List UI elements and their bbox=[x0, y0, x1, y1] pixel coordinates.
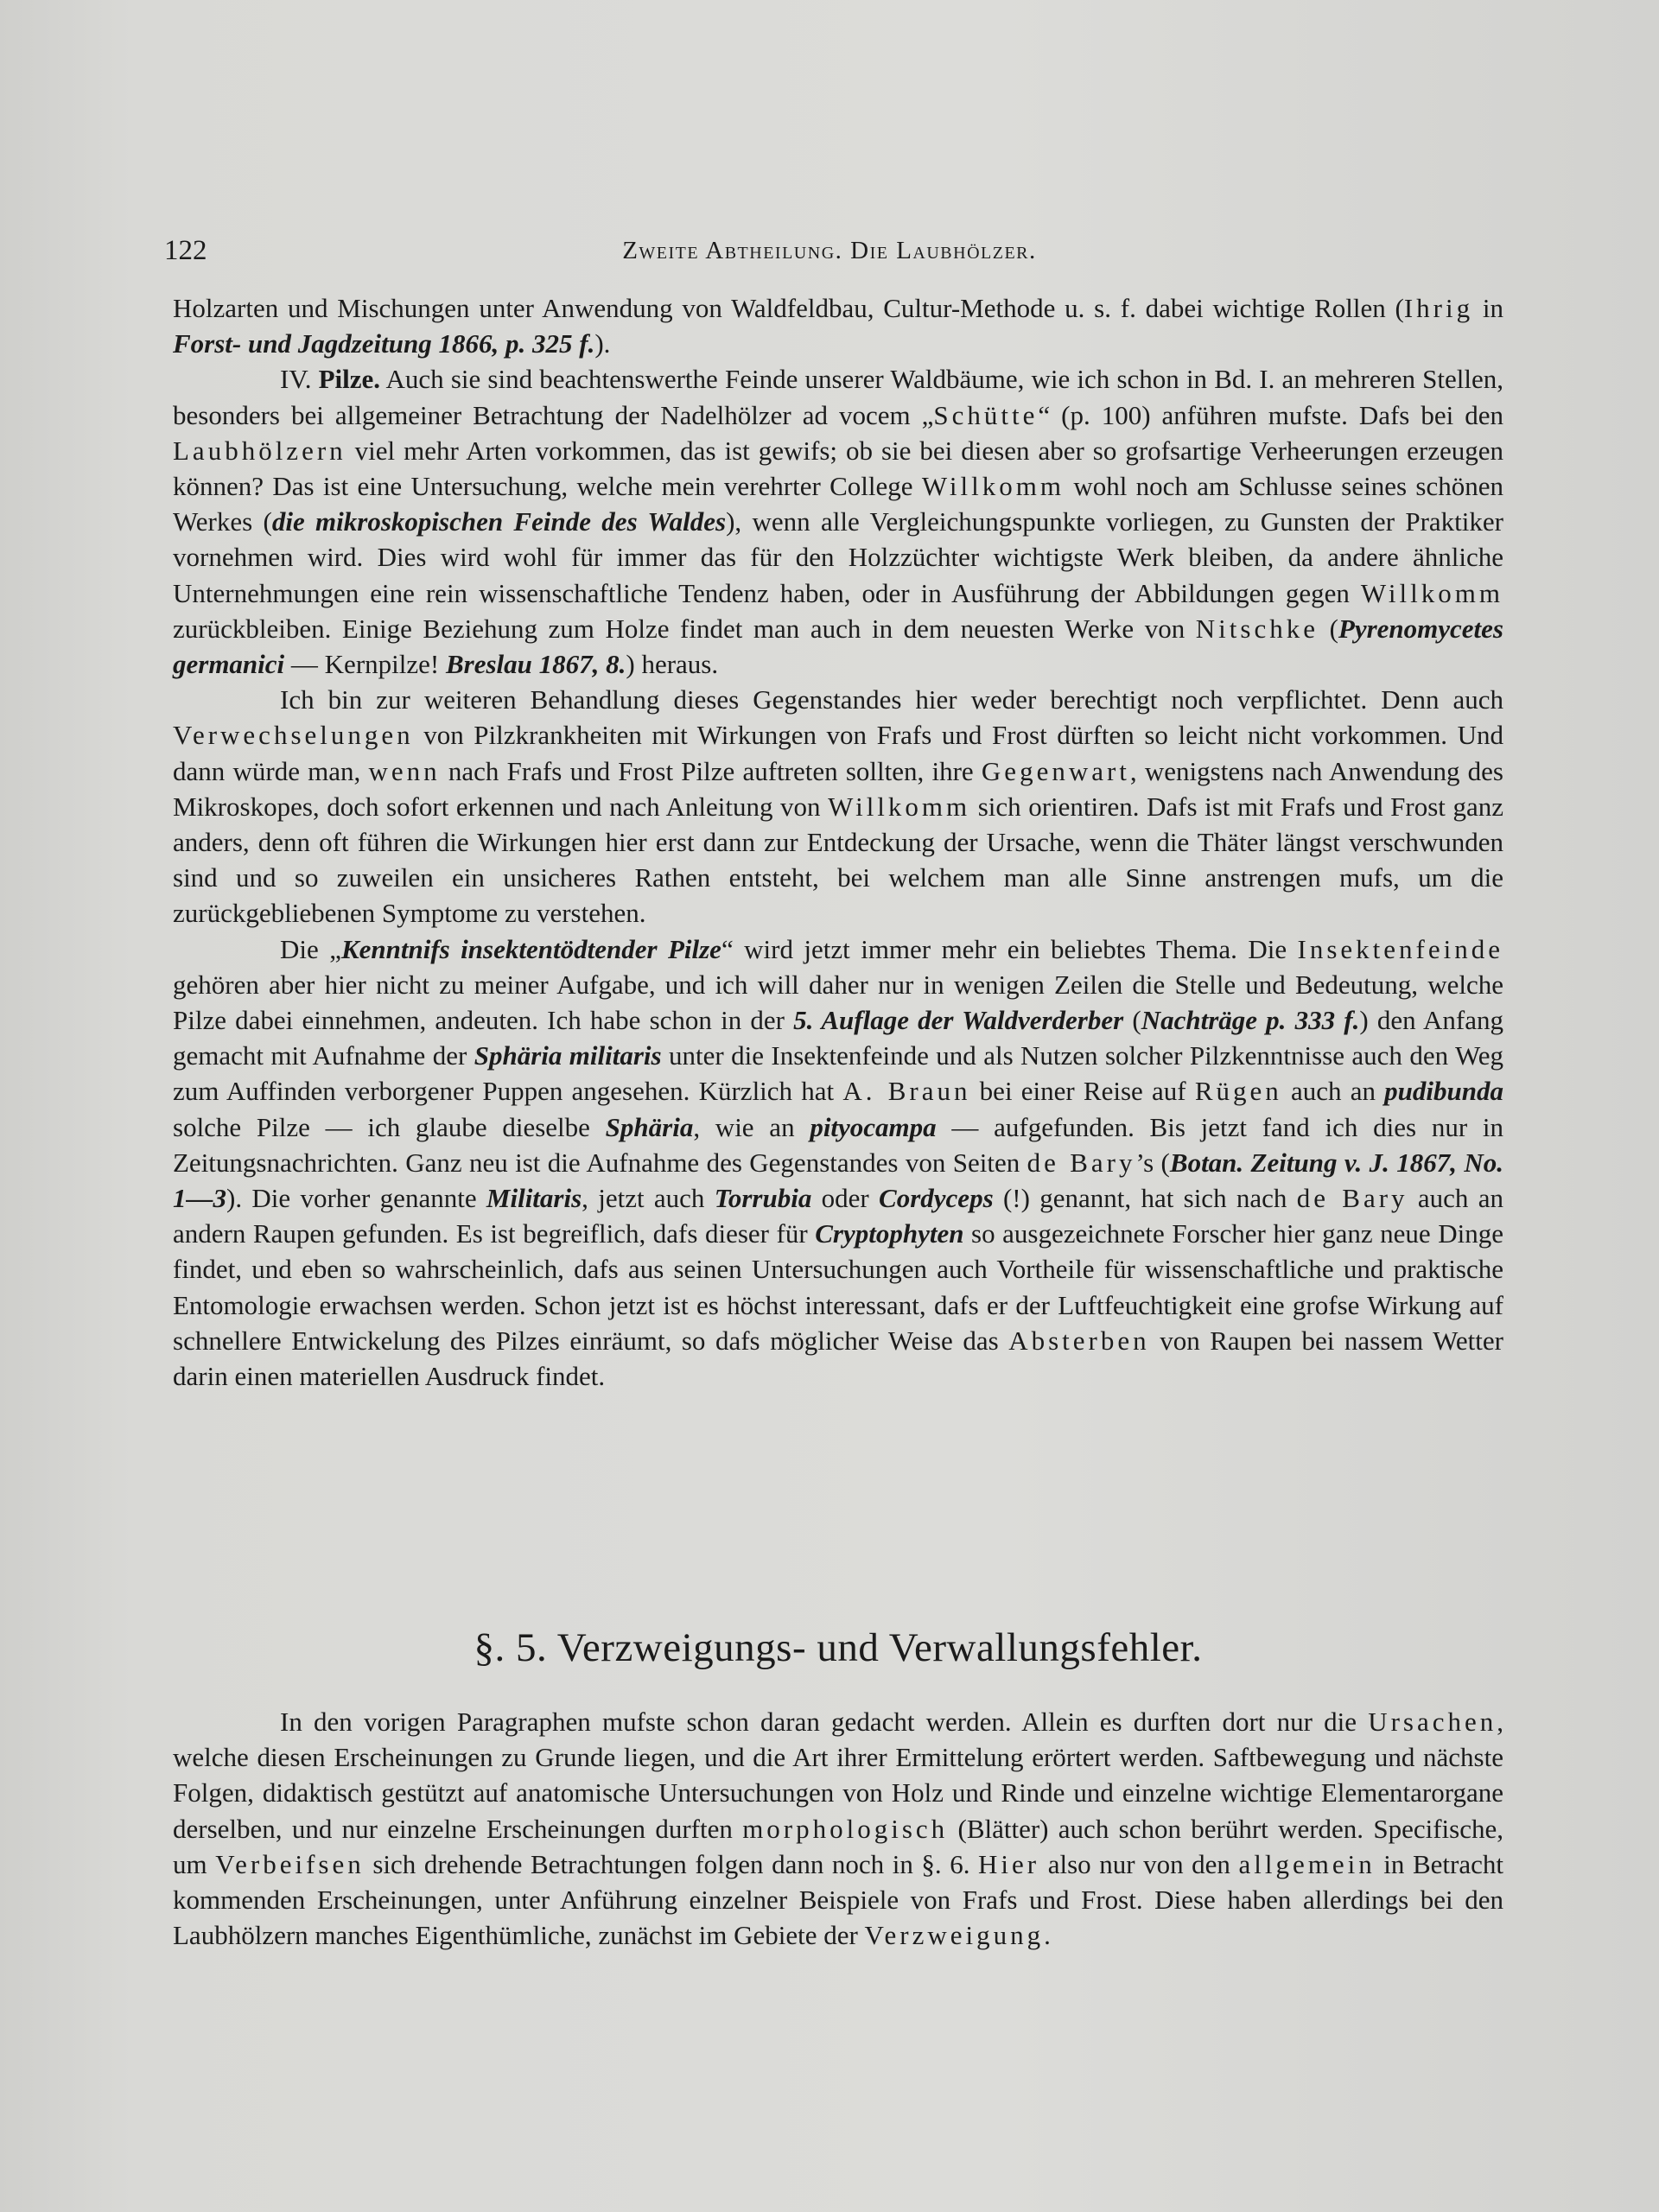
text-run: sich orientiren. Dafs ist mit Frafs und Frost ganz anders, denn oft führen die Wirkungen hier erst dann zur Entdeckung der Ursache, wenn die Thäter längst verschwunden sind und so zuweilen ein unsicheres Rathen entsteht, bei welchem man alle Sinne anstrengen mufs, um die zurückgebliebenen Symptome zu verstehen. bbox=[173, 791, 1503, 929]
text-run: also nur von den bbox=[1039, 1848, 1239, 1879]
text-run: solche Pilze — ich glaube dieselbe bbox=[173, 1111, 606, 1142]
spaced-term: wenn bbox=[368, 755, 441, 786]
text-run: . bbox=[1044, 1920, 1051, 1951]
citation: die mikroskopischen Feinde des Waldes bbox=[271, 506, 727, 537]
text-run: ). Die vorher genannte bbox=[226, 1183, 486, 1214]
species-name: Militaris bbox=[486, 1183, 582, 1214]
spaced-term: Verwechselungen bbox=[173, 720, 414, 751]
text-run: so ausgezeichnete Forscher hier ganz neue Dinge findet, und eben so wahrscheinlich, dafs aus seinen Untersuchungen auch Vortheile für wissenschaftliche und praktische Entomologie erwachsen werden. Schon jetzt ist es höchst interessant, dafs er der Luftfeuchtigkeit eine grofse Wirkung auf schnellere Entwickelung des Pilzes einräumt, so dafs möglicher Weise das bbox=[173, 1218, 1503, 1356]
section-heading: §. 5. Verzweigungs- und Verwallungsfehler. bbox=[474, 1625, 1203, 1670]
paragraph-3 bbox=[173, 682, 1503, 931]
text-run: ( bbox=[1123, 1005, 1141, 1036]
text-run: nach Frafs und Frost Pilze auftreten sollten, ihre bbox=[440, 755, 982, 786]
text-run: “ (p. 100) anführen mufste. Dafs bei den bbox=[1038, 399, 1503, 430]
text-run: sich drehende Betrachtungen folgen dann noch in §. 6. bbox=[364, 1848, 979, 1879]
text-run: viel mehr Arten vorkommen, das ist gewifs; ob sie bei diesen aber so grofsartige Verheerungen erzeugen können? Das ist eine Untersuchung, welche mein verehrter College bbox=[173, 435, 1503, 502]
paragraph-1 bbox=[173, 290, 1503, 361]
spaced-term: Hier bbox=[978, 1848, 1040, 1879]
citation: 5. Auflage der Waldverderber bbox=[793, 1005, 1124, 1036]
section-text bbox=[173, 1704, 1503, 1953]
spaced-term: Laubhölzern bbox=[173, 435, 346, 466]
spaced-name: Willkomm bbox=[1360, 577, 1503, 608]
spaced-name: de Bary bbox=[1296, 1183, 1408, 1214]
text-run: , welche diesen Erscheinungen zu Grunde liegen, und die Art ihrer Ermittelung erörtert werden. Saftbewegung und nächste Folgen, didaktisch gestützt auf anatomische Untersuchungen von Holz und Rinde und einzelne wichtige Elementarorgane derselben, und nur einzelne Erscheinungen durften bbox=[173, 1707, 1503, 1844]
species-name: Sphäria bbox=[605, 1111, 694, 1142]
text-run: ) heraus. bbox=[626, 649, 719, 680]
page-header bbox=[164, 235, 1495, 270]
spaced-name: A. Braun bbox=[842, 1076, 971, 1107]
section-paragraph-1 bbox=[173, 1704, 1503, 1953]
species-name: Sphäria militaris bbox=[474, 1040, 662, 1071]
species-name: pityocampa bbox=[810, 1111, 937, 1142]
spaced-term: Verbeifsen bbox=[215, 1848, 365, 1879]
spaced-name: de Bary bbox=[1027, 1147, 1136, 1178]
spaced-term: Ursachen bbox=[1368, 1707, 1497, 1737]
text-run: , jetzt auch bbox=[582, 1183, 715, 1214]
citation: Pyrenomycetes germanici bbox=[173, 613, 1503, 680]
paragraph-4 bbox=[173, 931, 1503, 1395]
species-name: pudibunda bbox=[1384, 1076, 1504, 1107]
spaced-name: Willkomm bbox=[828, 791, 971, 822]
text-run: bei einer Reise auf bbox=[970, 1076, 1195, 1107]
spaced-name: Nitschke bbox=[1195, 613, 1319, 644]
page-number: 122 bbox=[164, 235, 207, 266]
text-run: wohl noch am Schlusse seines schönen Werkes ( bbox=[173, 471, 1503, 537]
text-run: ) den Anfang gemacht mit Aufnahme der bbox=[173, 1005, 1503, 1071]
spaced-term: morphologisch bbox=[742, 1813, 949, 1844]
text-run: ( bbox=[1319, 613, 1338, 644]
text-run: (!) genannt, hat sich nach bbox=[993, 1183, 1297, 1214]
text-run: , wenigstens nach Anwendung des Mikroskopes, doch sofort erkennen und nach Anleitung von bbox=[173, 755, 1503, 822]
text-run: zurückbleiben. Einige Beziehung zum Holze findet man auch in dem neuesten Werke von bbox=[173, 613, 1196, 644]
text-run: ), wenn alle Vergleichungspunkte vorliegen, zu Gunsten der Praktiker vornehmen wird. Dies wird wohl für immer das für den Holzzüchter wichtigste Werk bleiben, da andere ähnliche Unternehmungen eine rein wissenschaftliche Tendenz haben, oder in Ausführung der Abbildungen gegen bbox=[173, 506, 1503, 608]
running-title: Zweite Abtheilung. Die Laubhölzer. bbox=[622, 237, 1037, 264]
text-run: — Kernpilze! bbox=[284, 649, 446, 680]
text-run: von Pilzkrankheiten mit Wirkungen von Frafs und Frost dürften so leicht nicht vorkommen. Und dann würde man, bbox=[173, 720, 1503, 786]
text-run: in Betracht kommenden Erscheinungen, unter Anführung einzelner Beispiele von Frafs und Frost. Diese haben allerdings bei den Laubhölzern manches Eigenthümliche, zunächst im Gebiete der bbox=[173, 1848, 1503, 1951]
species-name: Cryptophyten bbox=[815, 1218, 964, 1249]
spaced-term: Insektenfeinde bbox=[1297, 933, 1503, 964]
citation: Breslau 1867, 8. bbox=[445, 649, 626, 680]
text-run: auch an andern Raupen gefunden. Es ist begreiflich, dafs dieser für bbox=[173, 1183, 1503, 1249]
subheading-pilze: Pilze. bbox=[318, 364, 381, 395]
text-run: unter die Insektenfeinde und als Nutzen solcher Pilzkenntnisse auch den Weg zum Auffinden verborgener Puppen angesehen. Kürzlich hat bbox=[173, 1040, 1503, 1107]
paragraph-2 bbox=[173, 361, 1503, 682]
citation: Botan. Zeitung v. J. 1867, No. 1—3 bbox=[173, 1147, 1503, 1214]
text-run: IV. bbox=[280, 364, 319, 395]
text-run: ’s ( bbox=[1135, 1147, 1170, 1178]
citation: Kenntnifs insektentödtender Pilze bbox=[340, 933, 721, 964]
text-run: In den vorigen Paragraphen mufste schon daran gedacht werden. Allein es durften dort nur die bbox=[280, 1707, 1369, 1737]
citation: Forst- und Jagdzeitung 1866, p. 325 f. bbox=[173, 328, 595, 359]
spaced-term: allgemein bbox=[1238, 1848, 1376, 1879]
text-run: ). bbox=[594, 328, 611, 359]
main-text bbox=[173, 290, 1503, 1394]
spaced-term: Gegenwart bbox=[981, 755, 1130, 786]
spaced-name: Ihrig bbox=[1403, 293, 1474, 323]
species-name: Cordyceps bbox=[879, 1183, 994, 1214]
spaced-term: Verzweigung bbox=[864, 1920, 1045, 1951]
spaced-name: Willkomm bbox=[921, 471, 1065, 502]
text-run: in bbox=[1473, 293, 1504, 323]
text-run: von Raupen bei nassem Wetter darin einen materiellen Ausdruck findet. bbox=[173, 1325, 1503, 1392]
spaced-term: Schütte bbox=[933, 399, 1039, 430]
species-name: Torrubia bbox=[714, 1183, 812, 1214]
text-run: (Blätter) auch schon berührt werden. Specifische, um bbox=[173, 1813, 1503, 1879]
text-run: Holzarten und Mischungen unter Anwendung von Waldfeldbau, Cultur-Methode u. s. f. dabei wichtige Rollen ( bbox=[173, 293, 1404, 323]
text-run: oder bbox=[811, 1183, 880, 1214]
text-run: , wie an bbox=[693, 1111, 810, 1142]
text-run: — aufgefunden. Bis jetzt fand ich dies nur in Zeitungsnachrichten. Ganz neu ist die Aufnahme des Gegenstandes von Seiten bbox=[173, 1111, 1503, 1178]
text-run: gehören aber hier nicht zu meiner Aufgabe, und ich will daher nur in wenigen Zeilen die Stelle und Bedeutung, welche Pilze dabei einnehmen, andeuten. Ich habe schon in der bbox=[173, 969, 1503, 1036]
text-run: Ich bin zur weiteren Behandlung dieses Gegenstandes hier weder berechtigt noch verpflichtet. Denn auch bbox=[280, 684, 1503, 715]
text-run: Die „ bbox=[280, 933, 341, 964]
text-run: “ wird jetzt immer mehr ein beliebtes Thema. Die bbox=[721, 933, 1298, 964]
text-run: Auch sie sind beachtenswerthe Feinde unserer Waldbäume, wie ich schon in Bd. I. an mehreren Stellen, besonders bei allgemeiner Betrachtung der Nadelhölzer ad vocem „ bbox=[173, 364, 1503, 430]
spaced-name: Rügen bbox=[1194, 1076, 1282, 1107]
spaced-term: Absterben bbox=[1008, 1325, 1150, 1356]
text-run: auch an bbox=[1281, 1076, 1385, 1107]
citation: Nachträge p. 333 f. bbox=[1141, 1005, 1360, 1036]
